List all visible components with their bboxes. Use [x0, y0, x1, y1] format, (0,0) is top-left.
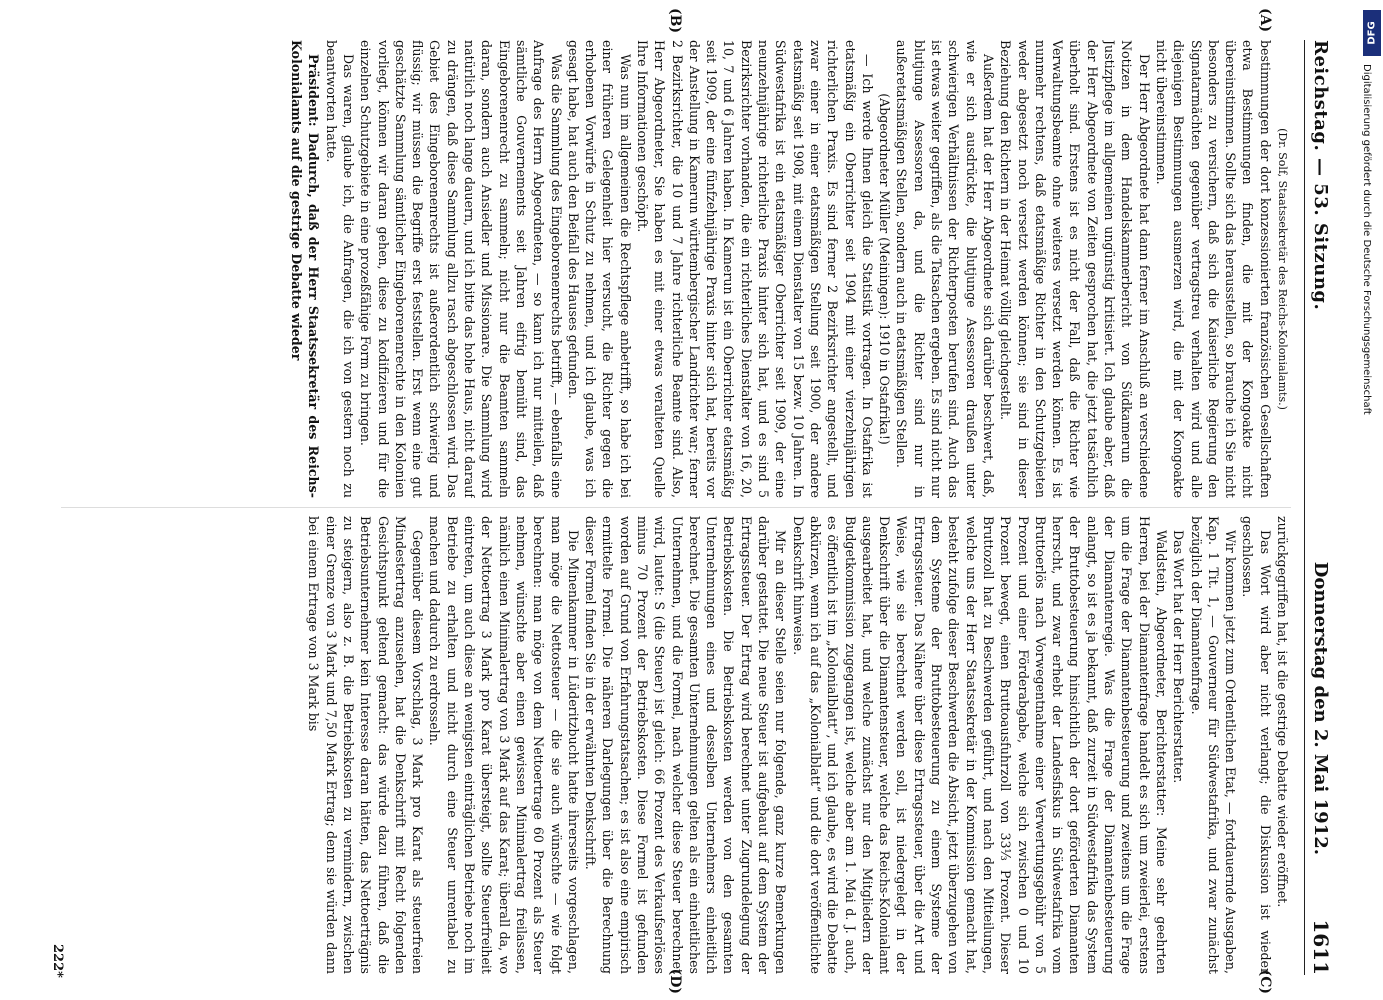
digitization-credit	[1361, 64, 1379, 824]
paragraph: Das Wort wird aber nicht verlangt; die Diskussion ist wieder geschlossen.	[1240, 516, 1273, 974]
paragraph: Die Minenkammer in Lüderitzbucht hatte ihrerseits vorgeschlagen, man möge die Nettosteuer — die sie auch wünschte — wie folgt berechnen: man möge von dem Nettoertrage 60 Prozent als Steuer nehmen, wünschte aber einen gewissen Minimalertrag freilassen, nämlich einen Minimalertrag von 3 Mark auf das Karat; überall da, wo der Nettoertrag 3 Mark pro Karat übersteigt, sollte Steuerfreiheit eintreten, um auch diese an wenigsten einträglichen Betriebe noch im Betriebe zu erhalten und nicht durch eine Steuer unrentabel zu machen und dadurch zu erdrosseln.	[427, 516, 581, 974]
paragraph: Gegenüber diesem Vorschlag, 3 Mark pro Karat als steuerfreien Mindestertrag anzusehen, hat die Denkschrift mit Recht folgenden Gesichtspunkt geltend gemacht: das würde dazu führen, daß die Betriebsunternehmer kein Interesse daran hätten, das Nettoerträgnis zu steigern, also z. B. die Betriebskosten zu vermindern, zwischen einer Grenze von 3 Mark und 7,50 Mark Ertrag; denn sie würden dann bei einem Ertrage von 3 Mark bis	[306, 516, 426, 974]
paragraph: Wir kommen jetzt zum Ordentlichen Etat, — fortdauernde Ausgaben, Kap. 1 Tit. 1, — Gouverneur für Südwestafrika, und zwar zunächst bezüglich der Diamantenfrage.	[1188, 516, 1239, 974]
paragraph: zurückgegriffen hat, ist die gestrige Debatte wieder eröffnet.	[1275, 516, 1290, 908]
margin-marker-c: (C)	[1257, 969, 1273, 994]
margin-marker-a: (A)	[1257, 8, 1273, 33]
left-column	[61, 40, 1291, 498]
paragraph: Waldstein, Abgeordneter, Berichterstatter: Meine sehr geehrten Herren, bei der Diamantenfrage handelt es sich um zweierlei, erstens um die Frage der Diamantenbesteuerung und zweitens um die Frage der Diamantenregie. Was die Frage der Diamantenbesteuerung anlangt, so ist es ja bekannt, daß zurzeit in Südwestafrika das System der Bruttobesteuerung hinsichtlich der dort geförderten Diamanten herrscht, und zwar erhebt der Landesfiskus in Südwestafrika vom Bruttoerlös nach Vorwegentnahme einer Verwertungsgebühr von 5 Prozent und einer Förderabgabe, welche sich zwischen 0 und 10 Prozent bewegt, einen Bruttoausfuhrzoll von 33⅓ Prozent. Dieser Bruttozoll hat zu Beschwerden geführt, und nach den Mitteilungen, welche uns der Herr Staatssekretär in der Kommission gemacht hat, besteht zufolge dieser Beschwerden die Absicht, jetzt überzugehen von dem Systeme der Bruttobesteuerung zu einem Systeme der Ertragssteuer. Das Nähere über diese Ertragssteuer, über die Art und Weise, wie sie berechnet werden soll, ist niedergelegt in der Denkschrift über die Diamantensteuer, welche das Reichs-Kolonialamt ausgearbeitet hat, und welche zunächst nur den Mitgliedern der Budgetkommission zugegangen ist, welche aber am 1. Mai d. J. auch, es öffentlich ist im „Kolonialblatt“, und ich glaube, es wird die Debatte abkürzen, wenn ich auf das „Kolonialblatt“ und die dort veröffentlichte Denkschrift hinweise.	[790, 516, 1169, 974]
right-column	[61, 516, 1291, 974]
paragraph: bestimmungen der dort konzessionierten französischen Gesellschaften etwa Bestimmungen finden, die mit der Kongoakte nicht übereinstimmen. Sollte sich das herausstellen, so brauche ich Sie nicht besonders zu versichern, daß sich die Kaiserliche Regierung den Signatarmächten gegenüber vertragstreu verhalten wird und alle diejenigen Bestimmungen ausmerzen wird, die mit der Kongoakte nicht übereinstimmen.	[1153, 40, 1273, 498]
paragraph: Das waren, glaube ich, die Anfragen, die ich von gestern noch zu beantworten hatte.	[323, 40, 356, 498]
page-number: 1611	[1309, 919, 1333, 975]
column-divider	[61, 507, 1291, 508]
signature-mark: 222*	[50, 944, 65, 978]
paragraph: Was nun im allgemeinen die Rechtspflege anbetrifft, so habe ich bei einer früheren Gelegenheit hier versucht, die Richter gegen die erhobenen Vorwürfe in Schutz zu nehmen, und ich glaube, was ich gesagt habe, hat auch den Beifall des Hauses gefunden.	[565, 40, 633, 498]
margin-marker-d: (D)	[667, 968, 683, 994]
speaker-line: (Dr. Solf, Staatssekretär des Reichs-Kolonialamts.)	[1276, 128, 1289, 410]
paragraph: — Ich werde Ihnen gleich die Statistik vortragen. In Ostafrika ist etatsmäßig ein Oberrichter seit 1904 mit einer vierzehnjährigen richterlichen Praxis. Es sind ferner 2 Bezirksrichter angestellt, und zwar einer in einer etatsmäßigen Stellung seit 1900, der andere etatsmäßig seit 1908, mit einem Dienstalter von 15 bezw. 10 Jahren. In Südwestafrika ist ein etatsmäßiger Oberrichter seit 1909, der eine neunzehnjährige richterliche Praxis hinter sich hat, und es sind 5 Bezirksrichter vorhanden, die ein richterliches Dienstalter von 16, 20, 10, 7 und 6 Jahren haben. In Kamerun ist ein Oberrichter etatsmäßig seit 1909, der eine fünfzehnjährige Praxis hinter sich hat, bereits vor der Anstellung in Kamerun württembergischer Landrichter war; ferner 2 Bezirksrichter, die 10 und 7 Jahre richterliche Beamte sind. Also, Herr Abgeordneter, Sie haben es mit einer etwas veralteten Quelle Ihre Informationen geschöpft.	[635, 40, 875, 498]
dfg-logo-text: DFG	[1366, 21, 1378, 45]
paragraph: Was die Sammlung des Eingeborenenrechts betrifft, — ebenfalls eine Anfrage des Herrn Abgeordneten, — so kann ich nur mitteilen, daß sämtliche Gouvernements seit Jahren eifrig bemüht sind, das Eingeborenenrecht zu sammeln; nicht nur die Beamten sammeln daran, sondern auch Ansiedler und Missionare. Die Sammlung wird natürlich noch lange dauern, und ich bitte das hohe Haus, nicht darauf zu drängen, daß diese Sammlung allzu rasch abgeschlossen wird. Das Gebiet des Eingeborenenrechts ist außerordentlich schwierig und flüssig; wir müssen die Begriffe erst feststellen. Erst wenn eine gut geschätzte Sammlung sämtlicher Eingeborenenrechte in den Kolonien vorliegt, können wir daran gehen, diese zu kodifizieren und für die einzelnen Schutzgebiete in eine prozeßfähige Form zu bringen.	[358, 40, 564, 498]
interjection: (Abgeordneter Müller (Meiningen): 1910 in Ostafrika!)	[877, 93, 893, 445]
paragraph-president: Präsident: Dadurch, daß der Herr Staatssekretär des Reichs-Kolonialamts auf die gestrige Debatte wieder	[289, 40, 322, 498]
header-date: Donnerstag den 2. Mai 1912.	[1310, 561, 1331, 855]
paragraph: Außerdem hat der Herr Abgeordnete sich darüber beschwert, daß, wie er sich ausdrückte, die blutjunge Assessoren draußen unter schwierigen Verhältnissen der Richterposten berufen sind. Auch das ist etwas weiter gegriffen, als die Tatsachen ergeben. Es sind nicht nur blutjunge Assessoren da, und die Richter sind nur in außeretatsmäßigen Stellen, sondern auch in etatsmäßigen Stellen.	[894, 40, 996, 498]
paragraph: Mir an dieser Stelle seien nur folgende, ganz kurze Bemerkungen darüber gestattet. Die neue Steuer ist aufgebaut auf dem System der Ertragssteuer. Der Ertrag wird berechnet unter Zugrundelegung der Betriebskosten. Die Betriebskosten werden von den gesamten Unternehmungen eines und desselben Unternehmers einheitlich berechnet. Die gesamten Unternehmungen gelten als ein einheitliches Unternehmen, und die Formel, nach welcher diese Steuer berechnet wird, lautet: S (die Steuer) ist gleich: 66 Prozent des Verkaufserlöses minus 70 Prozent der Betriebskosten. Diese Formel ist gefunden worden auf Grund von Erfahrungstatsachen; es ist also eine empirisch ermittelte Formel. Die näheren Darlegungen über die Berechnung dieser Formel finden Sie in der erwähnten Denkschrift.	[583, 516, 789, 974]
dfg-logo	[1363, 10, 1381, 56]
header-session: Reichstag. — 53. Sitzung.	[1310, 40, 1331, 311]
credit-text: Digitalisierung gefördert durch die Deutsche Forschungsgemeinschaft	[1361, 64, 1372, 415]
paragraph: Der Herr Abgeordnete hat dann ferner im Anschluß an verschiedene Notizen in dem Handelskammerbericht von Südkamerun die Justizpflege im allgemeinen ungünstig kritisiert. Ich glaube aber, daß der Herr Abgeordnete von Zeiten gesprochen hat, die jetzt tatsächlich überholt sind. Erstens ist es nicht der Fall, daß die Richter wie Verwaltungsbeamte ohne weiteres versetzt werden können. Es ist nunmehr rechtens, daß etatsmäßige Richter in den Schutzgebieten weder abgesetzt noch versetzt werden können; sie sind in dieser Beziehung den Richtern in der Heimat völlig gleichgestellt.	[998, 40, 1152, 498]
margin-marker-b: (B)	[667, 8, 683, 34]
page-header	[1304, 40, 1335, 975]
paragraph: Das Wort hat der Herr Berichterstatter.	[1171, 530, 1187, 784]
